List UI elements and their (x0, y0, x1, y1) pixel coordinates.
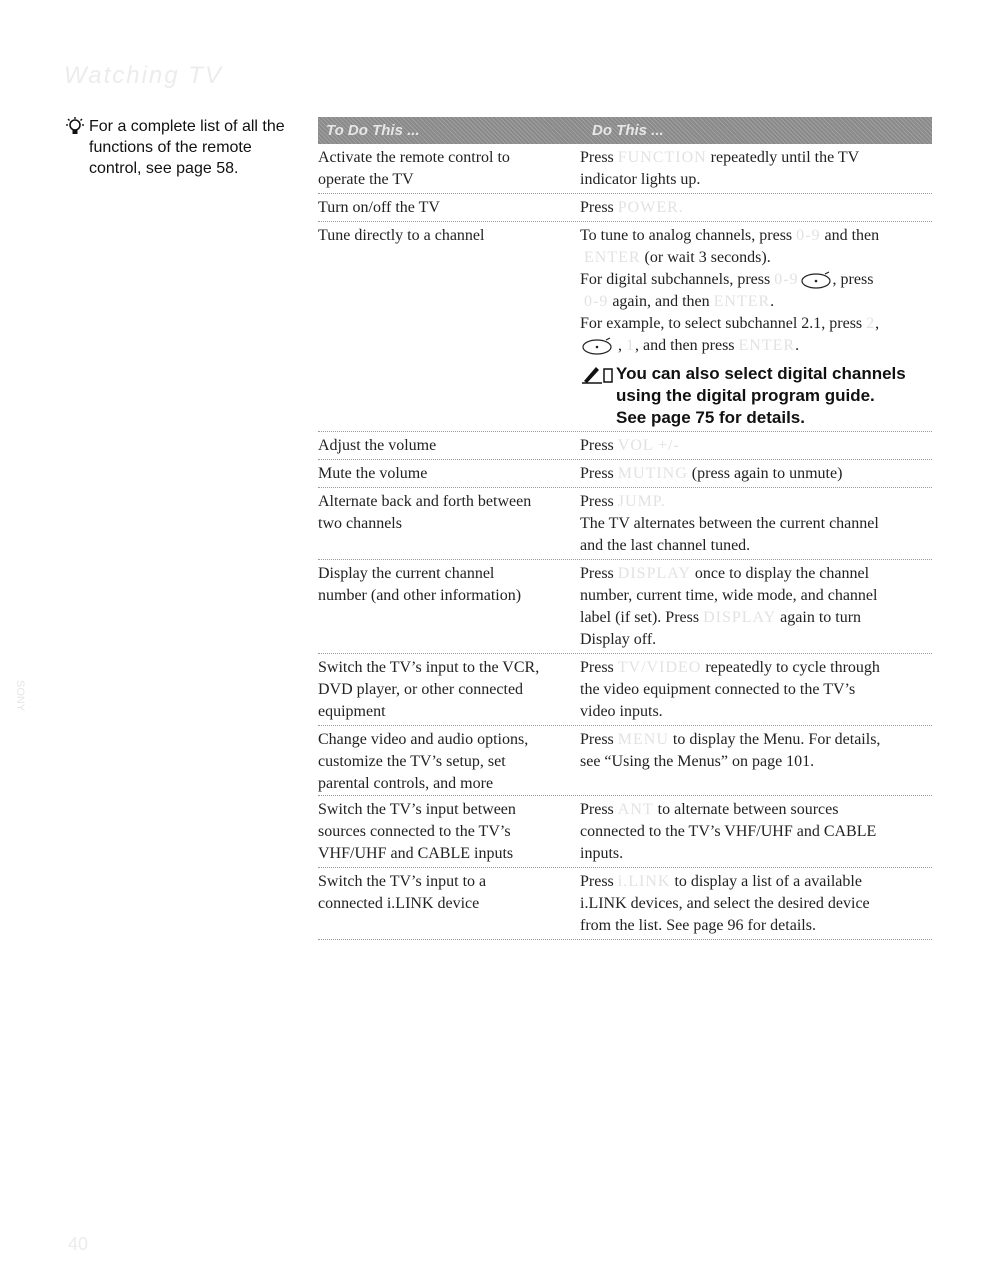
cell-text: , and then press (635, 337, 735, 354)
note-text: You can also select digital channels (616, 364, 906, 383)
cell-text: and the last channel tuned. (580, 537, 751, 554)
cell-text: customize the TV’s setup, set (318, 753, 506, 770)
cell-text: Display the current channel (318, 565, 495, 582)
muting-button-label: MUTING (617, 465, 688, 482)
cell-text: Display off. (580, 631, 657, 648)
table-row (318, 726, 932, 796)
table-row (318, 796, 932, 868)
cell-text: DVD player, or other connected (318, 681, 524, 698)
cell-text: Turn on/off the TV (318, 199, 440, 216)
cell-text: Alternate back and forth between (318, 493, 532, 510)
cell-text: the video equipment connected to the TV’s (580, 681, 856, 698)
cell-text: connected to the TV’s VHF/UHF and CABLE (580, 823, 877, 840)
cell-text: once to display the channel (694, 565, 870, 582)
cell-text: to display the Menu. For details, (672, 731, 881, 748)
cell-text: Mute the volume (318, 465, 428, 482)
cell-text: Press (580, 873, 614, 890)
table-header (318, 117, 932, 144)
cell-text: Switch the TV’s input to a (318, 873, 487, 890)
cell-text: Switch the TV’s input between (318, 801, 516, 818)
cell-text: connected i.LINK device (318, 895, 480, 912)
table-row (318, 144, 932, 194)
function-button-label: FUNCTION (617, 149, 707, 166)
cell-text: and then (824, 227, 880, 244)
cell-text: inputs. (580, 845, 624, 862)
cell-text: The TV alternates between the current channel (580, 515, 879, 532)
side-tab-ghost: SONY (14, 680, 26, 712)
cell-text: . (770, 293, 775, 310)
ant-button-label: ANT (617, 801, 654, 818)
cell-text: number, current time, wide mode, and channel (580, 587, 878, 604)
display-button-label: DISPLAY (703, 609, 777, 626)
functions-table (318, 117, 932, 940)
cell-text: Press (580, 199, 614, 216)
cell-text: operate the TV (318, 171, 414, 188)
table-row (318, 432, 932, 460)
digit-button-label: 1 (626, 337, 635, 354)
cell-text: Activate the remote control to (318, 149, 510, 166)
table-row (318, 194, 932, 222)
volume-button-label: VOL +/- (617, 437, 680, 454)
cell-text: see “Using the Menus” on page 101. (580, 753, 815, 770)
display-button-label: DISPLAY (617, 565, 691, 582)
cell-text: repeatedly until the TV (710, 149, 860, 166)
cell-text: i.LINK devices, and select the desired device (580, 895, 870, 912)
cell-text: from the list. See page 96 for details. (580, 917, 816, 934)
enter-button-label: ENTER (738, 337, 796, 354)
table-row (318, 868, 932, 940)
enter-button-label: ENTER (713, 293, 771, 310)
cell-text: , (875, 315, 880, 332)
cell-text: Press (580, 659, 614, 676)
cell-text: For digital subchannels, press (580, 271, 771, 288)
col-header-do-this: Do This ... (592, 122, 664, 139)
cell-text: repeatedly to cycle through (705, 659, 880, 676)
cell-text: video inputs. (580, 703, 663, 720)
cell-text: again to turn (780, 609, 862, 626)
cell-text: Press (580, 465, 614, 482)
cell-text: Press (580, 149, 614, 166)
col-header-to-do: To Do This ... (326, 122, 420, 139)
cell-text: Switch the TV’s input to the VCR, (318, 659, 540, 676)
tip-text: For a complete list of all the functions of the remote control, see page 58. (89, 118, 285, 177)
note-pen-icon (580, 363, 616, 385)
cell-text: sources connected to the TV’s (318, 823, 511, 840)
cell-text: For example, to select subchannel 2.1, press (580, 315, 863, 332)
cell-text: Press (580, 493, 614, 510)
table-row: Tune directly to a channel To tune to analog channels, press 0-9 and then ENTER (or wait 3 seconds). For digital subchannels, press 0-9 , press 0-9 again, and then ENTER. For example, to select subchannel 2.1, press 2, , 1, and then press ENTER. You can also select digital channels using the digital program guide. See page 75 for details. (318, 222, 932, 432)
tv-video-button-label: TV/VIDEO (617, 659, 702, 676)
cell-text: equipment (318, 703, 386, 720)
cell-text: two channels (318, 515, 402, 532)
cell-text: to display a list of a available (674, 873, 862, 890)
cell-text: Press (580, 437, 614, 454)
cell-text: (or wait 3 seconds). (644, 249, 771, 266)
note-box (580, 363, 932, 429)
table-row (318, 560, 932, 654)
cell-text: Change video and audio options, (318, 731, 529, 748)
power-button-label: POWER. (617, 199, 684, 216)
page-number-ghost: 40 (68, 1234, 89, 1254)
cell-text: . (795, 337, 800, 354)
table-row (318, 488, 932, 560)
cell-text: Press (580, 731, 614, 748)
cell-text: To tune to analog channels, press (580, 227, 793, 244)
cell-text: Press (580, 801, 614, 818)
ilink-button-label: i.LINK (617, 873, 671, 890)
cell-text: parental controls, and more (318, 775, 494, 792)
cell-text: indicator lights up. (580, 171, 701, 188)
menu-button-label: MENU (617, 731, 669, 748)
cell-text: to alternate between sources (657, 801, 839, 818)
table-row (318, 460, 932, 488)
table-row (318, 654, 932, 726)
digit-button-label: 0-9 (774, 271, 799, 288)
tip-box (64, 116, 294, 179)
cell-text: , press (832, 271, 874, 288)
digit-button-label: 0-9 (584, 293, 609, 310)
cell-text: number (and other information) (318, 587, 522, 604)
cell-text: label (if set). Press (580, 609, 700, 626)
dot-button-icon (580, 336, 614, 356)
enter-button-label: ENTER (584, 249, 641, 266)
cell-text: again, and then (612, 293, 710, 310)
cell-text: Adjust the volume (318, 437, 437, 454)
note-text: See page 75 for details. (616, 408, 805, 427)
digit-button-label: 0-9 (796, 227, 821, 244)
cell-text: VHF/UHF and CABLE inputs (318, 845, 514, 862)
cell-text: Press (580, 565, 614, 582)
dot-button-icon (799, 270, 833, 290)
digit-button-label: 2 (866, 315, 876, 332)
cell-text: Tune directly to a channel (318, 227, 485, 244)
note-text: using the digital program guide. (616, 386, 875, 405)
lightbulb-icon (64, 117, 86, 139)
cell-text: (press again to unmute) (691, 465, 843, 482)
jump-button-label: JUMP. (617, 493, 666, 510)
page-header-ghost: Watching TV (64, 62, 223, 89)
